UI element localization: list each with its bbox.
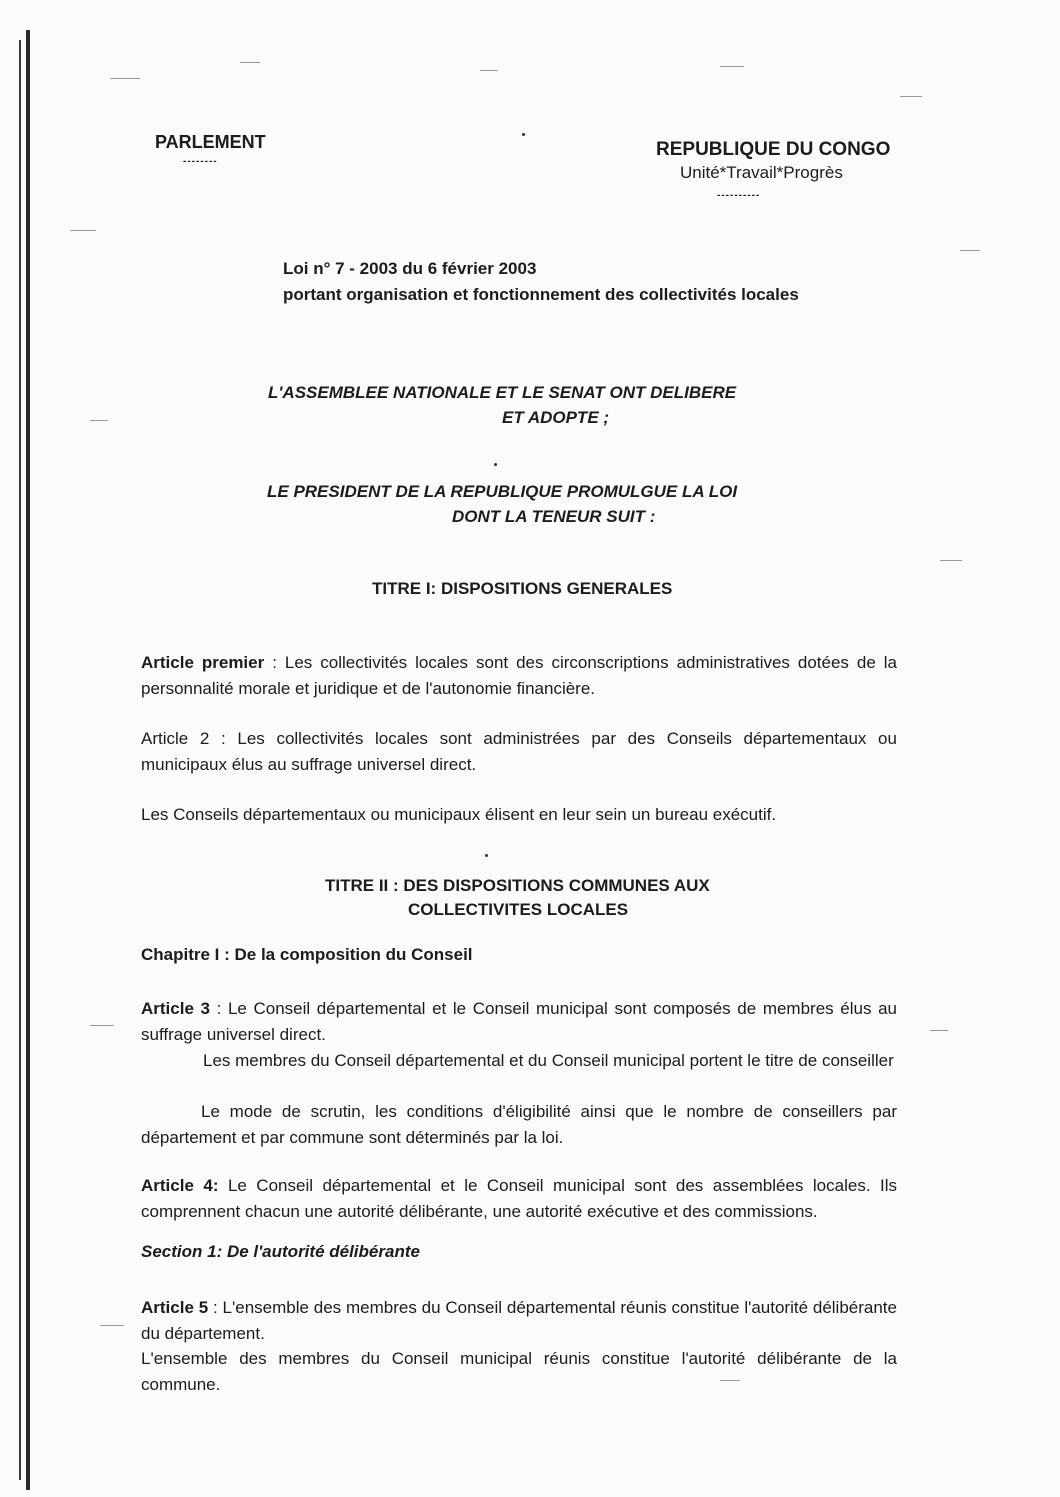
header-separator: -------- — [183, 156, 218, 167]
article-text: : Le Conseil départemental et le Conseil municipal sont composés de membres élus au suffrage universel direct. — [141, 999, 897, 1044]
article-text: : Les collectivités locales sont des circonscriptions administratives dotées de la personnalité morale et juridique et de l'autonomie financière. — [141, 653, 897, 698]
issuer-parlement: PARLEMENT — [155, 132, 266, 152]
article-paragraph — [141, 1173, 897, 1225]
scan-speckle — [70, 230, 96, 231]
article-paragraph: Les membres du Conseil départemental et du Conseil municipal portent le titre de conseiller — [203, 1051, 894, 1070]
scan-speckle — [960, 250, 980, 251]
scan-speckle — [90, 420, 108, 421]
scan-binding-edge — [19, 40, 21, 1480]
scan-dot — [494, 463, 497, 466]
national-motto: Unité*Travail*Progrès — [680, 163, 843, 182]
scan-dot — [522, 133, 525, 136]
preamble-line: L'ASSEMBLEE NATIONALE ET LE SENAT ONT DELIBERE — [268, 383, 737, 402]
country-name: REPUBLIQUE DU CONGO — [656, 139, 891, 160]
scan-dot — [485, 854, 488, 857]
article-paragraph — [141, 650, 897, 702]
article-paragraph: Les Conseils départementaux ou municipaux élisent en leur sein un bureau exécutif. — [141, 805, 777, 824]
chapter-heading: Chapitre I : De la composition du Conseil — [141, 945, 473, 964]
scan-binding-edge — [26, 30, 30, 1490]
titre-heading: TITRE II : DES DISPOSITIONS COMMUNES AUX — [325, 876, 710, 895]
article-paragraph — [141, 1295, 897, 1347]
article-label: Article 2 — [141, 729, 210, 748]
article-label: Article 4: — [141, 1176, 219, 1195]
article-text: : Les collectivités locales sont administrées par des Conseils départementaux ou municipaux élus au suffrage universel direct. — [141, 729, 897, 774]
article-label: Article premier — [141, 653, 265, 672]
titre-heading: COLLECTIVITES LOCALES — [408, 900, 629, 919]
scan-speckle — [720, 66, 744, 67]
article-label: Article 3 — [141, 999, 210, 1018]
article-paragraph — [141, 996, 897, 1048]
section-heading: Section 1: De l'autorité délibérante — [141, 1242, 420, 1261]
article-paragraph — [141, 726, 897, 778]
scan-speckle — [240, 62, 260, 63]
scan-speckle — [940, 560, 962, 561]
header-separator: ---------- — [717, 190, 761, 201]
scan-speckle — [100, 1325, 124, 1326]
scan-speckle — [110, 78, 140, 79]
article-paragraph: Le mode de scrutin, les conditions d'éligibilité ainsi que le nombre de conseillers par département et par commune sont déterminés par la loi. — [141, 1102, 897, 1147]
scan-speckle — [930, 1030, 948, 1031]
titre-heading: TITRE I: DISPOSITIONS GENERALES — [372, 579, 673, 598]
scan-speckle — [900, 96, 922, 97]
article-text: : L'ensemble des membres du Conseil départemental réunis constitue l'autorité délibérante du département. — [141, 1298, 897, 1343]
law-title: Loi n° 7 - 2003 du 6 février 2003 — [283, 259, 537, 278]
preamble-line: DONT LA TENEUR SUIT : — [452, 507, 656, 526]
article-text: Le Conseil départemental et le Conseil municipal sont des assemblées locales. Ils comprennent chacun une autorité délibérante, une autorité exécutive et des commissions. — [141, 1176, 897, 1221]
article-paragraph: L'ensemble des membres du Conseil municipal réunis constitue l'autorité délibérante de la commune. — [141, 1349, 897, 1394]
scan-speckle — [90, 1025, 114, 1026]
preamble-line: LE PRESIDENT DE LA REPUBLIQUE PROMULGUE LA LOI — [267, 482, 738, 501]
preamble-line: ET ADOPTE ; — [502, 408, 610, 427]
scan-speckle — [480, 70, 498, 71]
article-label: Article 5 — [141, 1298, 209, 1317]
law-subtitle: portant organisation et fonctionnement des collectivités locales — [283, 285, 799, 304]
